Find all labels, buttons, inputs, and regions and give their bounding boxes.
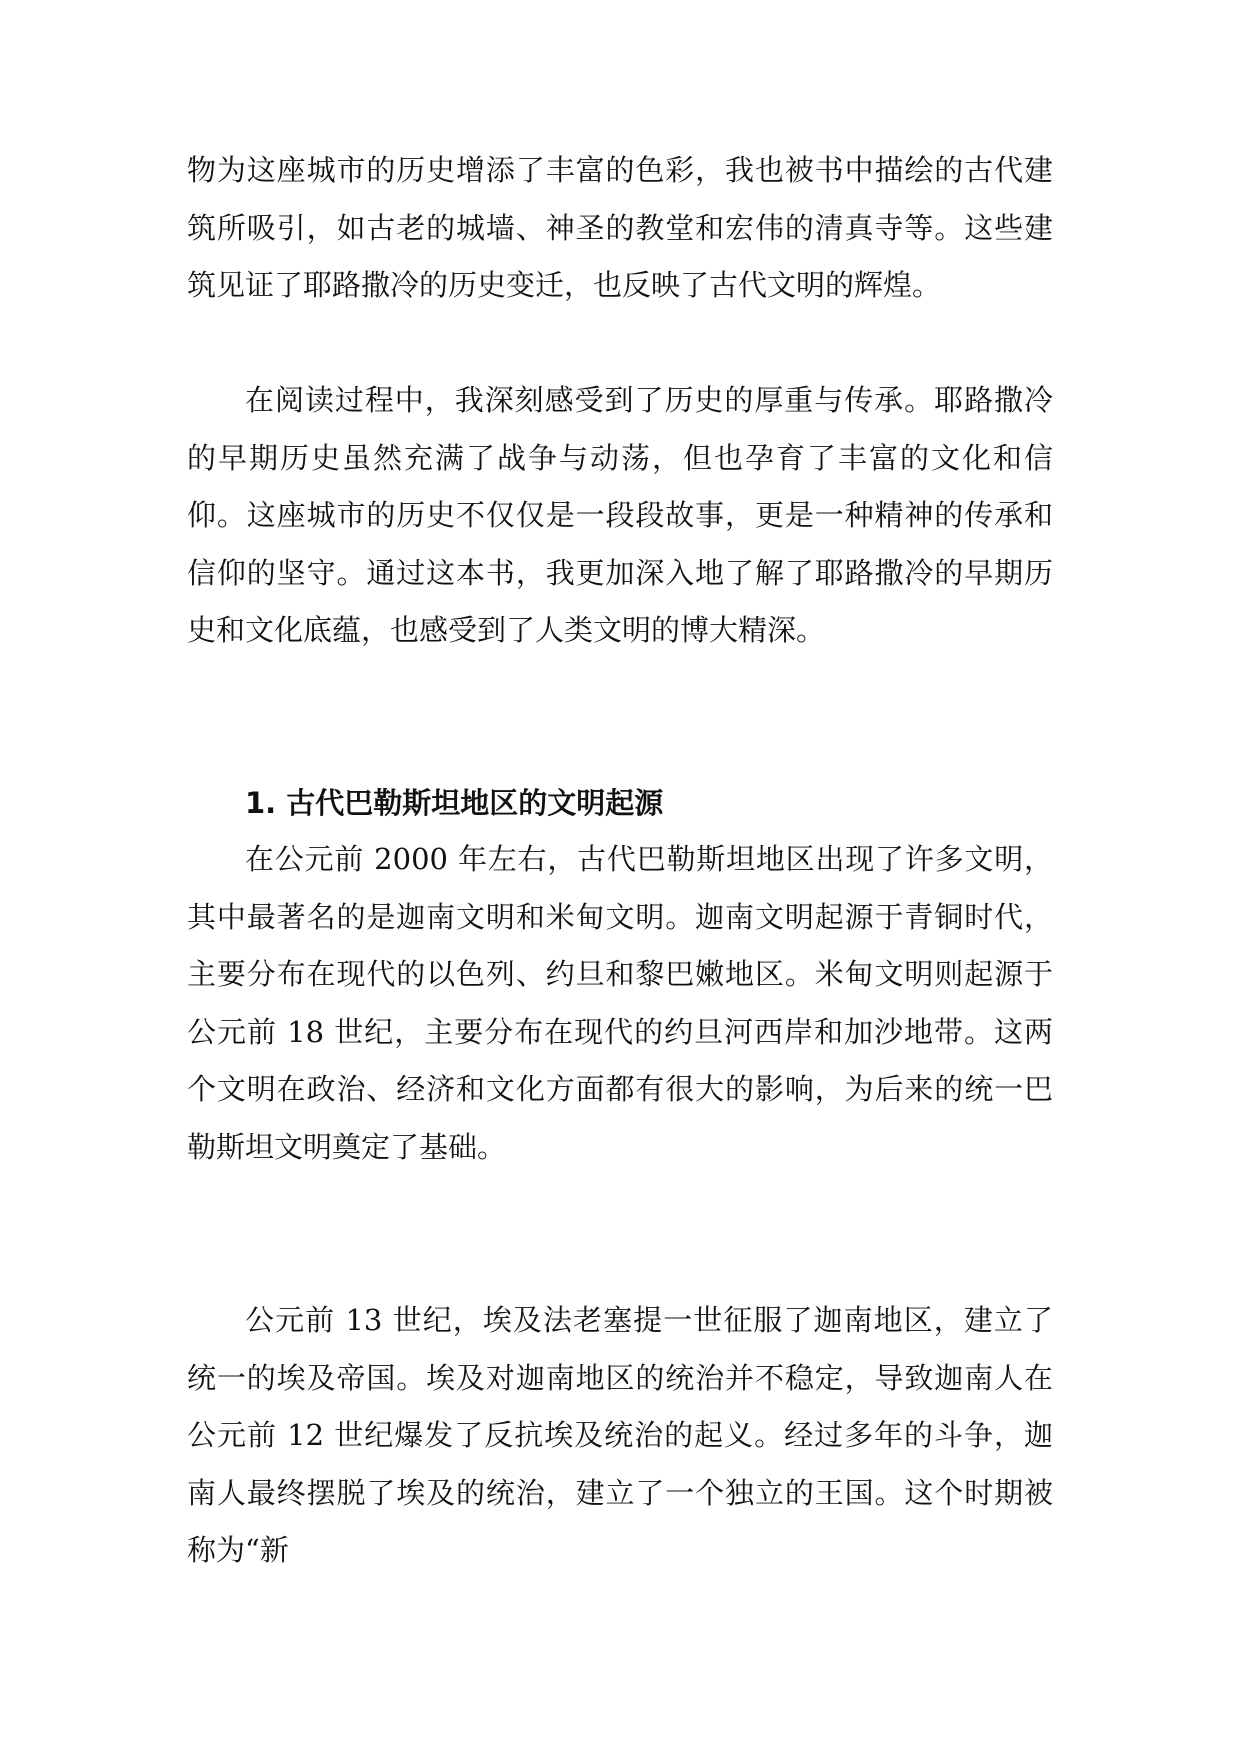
paragraph: 在阅读过程中，我深刻感受到了历史的厚重与传承。耶路撒冷的早期历史虽然充满了战争与动荡，但也孕育了丰富的文化和信仰。这座城市的历史不仅仅是一段段故事，更是一种精神的传承和信仰的坚守。通过这本书，我更加深入地了解了耶路撒冷的早期历史和文化底蕴，也感受到了人类文明的博大精深。 bbox=[187, 383, 1053, 647]
paragraph: 公元前 13 世纪，埃及法老塞提一世征服了迦南地区，建立了统一的埃及帝国。埃及对迦南地区的统治并不稳定，导致迦南人在公元前 12 世纪爆发了反抗埃及统治的起义。经过多年的斗争，迦南人最终摆脱了埃及的统治，建立了一个独立的王国。这个时期被称为“新 bbox=[187, 1303, 1053, 1567]
section-heading: 1. 古代巴勒斯坦地区的文明起源 bbox=[245, 786, 664, 820]
paragraph: 物为这座城市的历史增添了丰富的色彩，我也被书中描绘的古代建筑所吸引，如古老的城墙、神圣的教堂和宏伟的清真寺等。这些建筑见证了耶路撒冷的历史变迁，也反映了古代文明的辉煌。 bbox=[187, 153, 1053, 302]
paragraph: 在公元前 2000 年左右，古代巴勒斯坦地区出现了许多文明，其中最著名的是迦南文明和米甸文明。迦南文明起源于青铜时代，主要分布在现代的以色列、约旦和黎巴嫩地区。米甸文明则起源于公元前 18 世纪，主要分布在现代的约旦河西岸和加沙地带。这两个文明在政治、经济和文化方面都有很大的影响，为后来的统一巴勒斯坦文明奠定了基础。 bbox=[187, 842, 1053, 1164]
